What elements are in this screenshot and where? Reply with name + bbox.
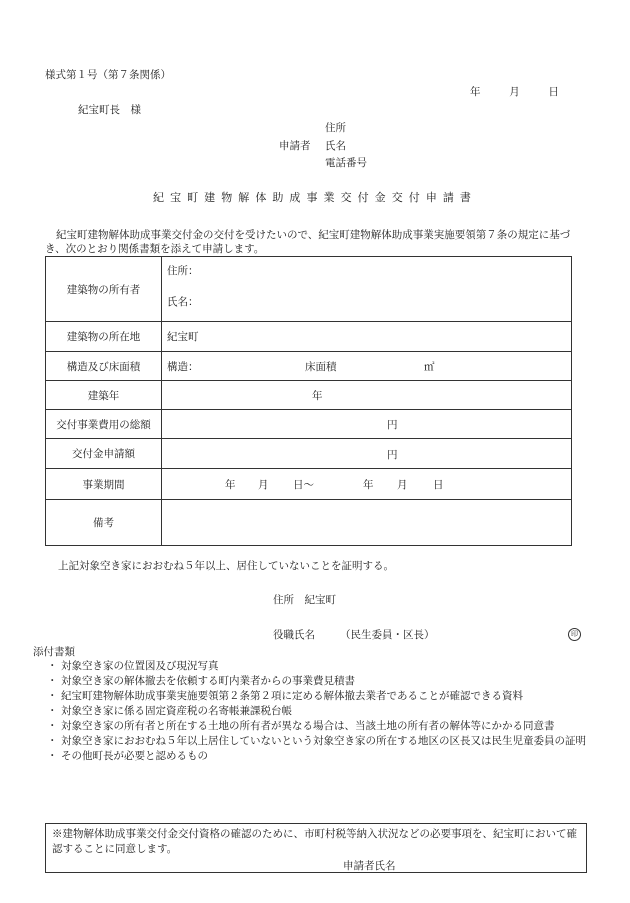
document-title: 紀宝町建物解体助成事業交付金交付申請書 xyxy=(153,191,477,204)
row-total-cost xyxy=(46,410,572,439)
structure-label: 構造及び床面積 xyxy=(46,352,162,381)
intro-text: 紀宝町建物解体助成事業交付金の交付を受けたいので、紀宝町建物解体助成事業実施要領第７条の規定に基づき、次のとおり関係書類を添えて申請します。 xyxy=(45,229,571,255)
applicant-label: 申請者 xyxy=(279,140,311,152)
row-owner xyxy=(46,257,572,322)
application-table xyxy=(45,256,572,546)
row-structure xyxy=(46,352,572,381)
built-year-cell[interactable] xyxy=(162,381,572,410)
location-value[interactable]: 紀宝町 xyxy=(162,322,572,352)
total-cost-unit: 円 xyxy=(387,419,398,431)
attachment-item: ・ 対象空き家に係る固定資産税の名寄帳兼課税台帳 xyxy=(47,704,607,719)
structure-cell[interactable] xyxy=(162,352,572,381)
owner-address-label: 住所： xyxy=(167,265,199,277)
row-remarks xyxy=(46,500,572,546)
location-label: 建築物の所在地 xyxy=(46,322,162,352)
applicant-address-label: 住所 xyxy=(325,122,346,134)
attachment-item: ・ 対象空き家の所有者と所在する土地の所有者が異なる場合は、当該土地の所有者の解体等にかかる同意書 xyxy=(47,719,591,734)
built-year-label: 建築年 xyxy=(46,381,162,410)
attachments-list xyxy=(47,659,607,764)
period-start-day: 日〜 xyxy=(293,479,314,491)
date-day: 日 xyxy=(548,86,559,98)
certifier-address: 住所 紀宝町 xyxy=(273,594,336,606)
period-end-month: 月 xyxy=(397,479,408,491)
total-cost-cell[interactable] xyxy=(162,410,572,439)
period-start-month: 月 xyxy=(258,479,269,491)
attachment-item: ・ 対象空き家におおむね５年以上居住していないという対象空き家の所在する地区の区長又は民生児童委員の証明 xyxy=(47,734,591,749)
certifier-role: （民生委員・区長） xyxy=(340,629,435,641)
remarks-cell[interactable] xyxy=(162,500,572,546)
owner-label: 建築物の所有者 xyxy=(46,257,162,322)
total-cost-label: 交付事業費用の総額 xyxy=(46,410,162,439)
grant-amount-unit: 円 xyxy=(387,449,398,461)
period-end-year: 年 xyxy=(363,479,374,491)
period-end-day: 日 xyxy=(433,479,444,491)
structure-value: 構造： xyxy=(167,361,199,373)
certification-text: 上記対象空き家におおむね５年以上、居住していないことを証明する。 xyxy=(58,560,394,572)
row-grant-amount xyxy=(46,439,572,469)
row-built-year xyxy=(46,381,572,410)
date-year: 年 xyxy=(470,86,481,98)
seal-mark xyxy=(568,627,581,641)
form-number: 様式第１号（第７条関係） xyxy=(45,69,171,81)
applicant-phone-label: 電話番号 xyxy=(325,157,367,169)
period-label: 事業期間 xyxy=(46,469,162,500)
consent-text: ※建物解体助成事業交付金交付資格の確認のために、市町村税等納入状況などの必要事項を、紀宝町において確認することに同意します。 xyxy=(52,828,577,855)
attachment-item: ・ その他町長が必要と認めるもの xyxy=(47,749,607,764)
attachment-item: ・ 対象空き家の位置図及び現況写真 xyxy=(47,659,607,674)
grant-amount-label: 交付金申請額 xyxy=(46,439,162,469)
grant-amount-cell[interactable] xyxy=(162,439,572,469)
floor-area-unit: ㎡ xyxy=(424,361,435,373)
floor-area-label: 床面積 xyxy=(305,361,337,373)
intro-paragraph xyxy=(45,229,585,256)
consent-signature-label: 申請者氏名 xyxy=(343,860,396,872)
attachments-heading: 添付書類 xyxy=(33,646,75,658)
certifier-name-label: 役職氏名 xyxy=(273,629,315,641)
owner-name-label: 氏名： xyxy=(167,296,199,308)
application-date xyxy=(470,84,559,99)
row-location xyxy=(46,322,572,352)
row-period xyxy=(46,469,572,500)
attachment-item: ・ 対象空き家の解体撤去を依頼する町内業者からの事業費見積書 xyxy=(47,674,607,689)
date-month: 月 xyxy=(509,86,520,98)
remarks-label: 備考 xyxy=(46,500,162,546)
period-cell[interactable] xyxy=(162,469,572,500)
built-year-unit: 年 xyxy=(312,390,323,402)
seal-icon: 印 xyxy=(568,628,581,641)
applicant-name-label: 氏名 xyxy=(325,140,346,152)
consent-box xyxy=(45,823,587,873)
attachment-item: ・ 紀宝町建物解体助成事業実施要領第２条第２項に定める解体撤去業者であることが確認できる資料 xyxy=(47,689,607,704)
owner-cell[interactable] xyxy=(162,257,572,322)
addressee: 紀宝町長 様 xyxy=(78,104,141,116)
period-start-year: 年 xyxy=(225,479,236,491)
